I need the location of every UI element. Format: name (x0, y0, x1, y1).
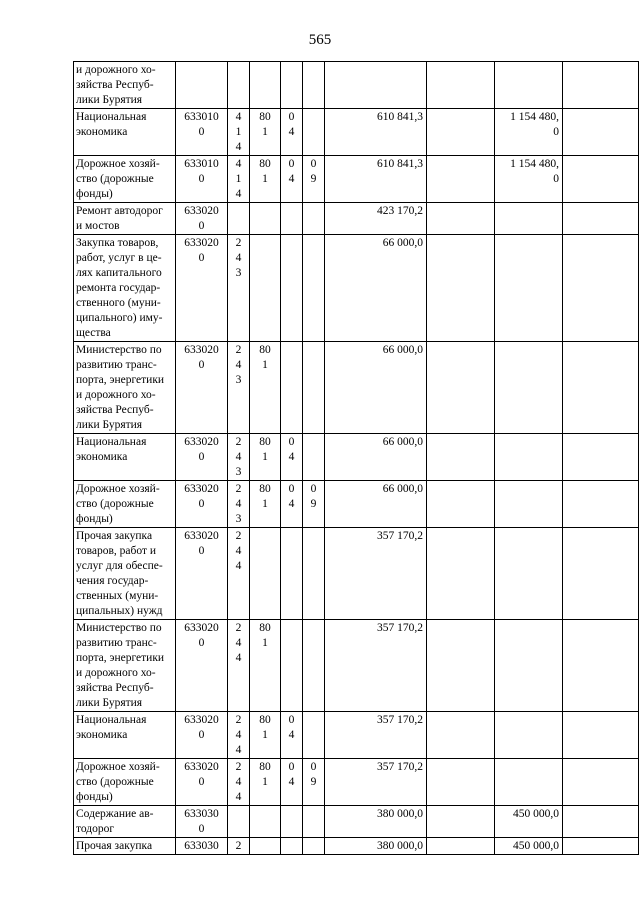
cell-target-article (176, 62, 228, 109)
cell-target-article-text: 633030 0 (184, 808, 219, 835)
table-row (74, 838, 639, 855)
cell-name-text: Прочая закупка (76, 840, 153, 852)
cell-amount-1-text: 610 841,3 (377, 158, 423, 170)
cell-amount-3-text: 1 154 480, 0 (510, 111, 559, 138)
cell-target-article (176, 481, 228, 528)
cell-name (74, 62, 176, 109)
cell-amount-1 (325, 109, 427, 156)
cell-amount-1 (325, 712, 427, 759)
table-row (74, 806, 639, 838)
cell-ministry-code (250, 203, 281, 235)
cell-expense-type-text: 2 4 3 (235, 237, 242, 279)
cell-ministry-code (250, 712, 281, 759)
cell-ministry-code-text: 80 1 (259, 436, 271, 463)
cell-ministry-code (250, 759, 281, 806)
cell-subsection-text: 0 9 (310, 483, 317, 510)
table-row (74, 203, 639, 235)
cell-section (281, 62, 303, 109)
cell-target-article-text: 633020 0 (184, 205, 219, 232)
cell-ministry-code (250, 620, 281, 712)
cell-expense-type (228, 156, 250, 203)
cell-section (281, 109, 303, 156)
cell-section (281, 434, 303, 481)
cell-name (74, 156, 176, 203)
cell-amount-1 (325, 434, 427, 481)
cell-ministry-code-text: 80 1 (259, 344, 271, 371)
cell-subsection (303, 759, 325, 806)
cell-name (74, 838, 176, 855)
cell-amount-3 (495, 759, 563, 806)
cell-name (74, 203, 176, 235)
cell-section (281, 759, 303, 806)
cell-expense-type-text: 2 4 3 (235, 344, 242, 386)
cell-amount-1 (325, 528, 427, 620)
table-row (74, 712, 639, 759)
cell-expense-type-text: 2 4 4 (235, 622, 242, 664)
cell-expense-type-text: 2 4 3 (235, 483, 242, 525)
cell-amount-4 (563, 434, 639, 481)
cell-amount-3 (495, 203, 563, 235)
cell-amount-4 (563, 109, 639, 156)
cell-name (74, 712, 176, 759)
cell-name-text: Дорожное хозяй- ство (дорожные фонды) (76, 761, 160, 803)
cell-amount-1-text: 380 000,0 (377, 840, 423, 852)
cell-subsection (303, 156, 325, 203)
cell-ministry-code (250, 806, 281, 838)
cell-target-article-text: 633020 0 (184, 530, 219, 557)
cell-section (281, 528, 303, 620)
table-row (74, 620, 639, 712)
cell-amount-1 (325, 235, 427, 342)
cell-expense-type (228, 481, 250, 528)
cell-name-text: Закупка товаров, работ, услуг в це- лях капитального ремонта государ- ственного (муни- ципального) иму- щества (76, 237, 163, 339)
cell-expense-type (228, 620, 250, 712)
cell-amount-2 (427, 156, 495, 203)
cell-amount-4 (563, 620, 639, 712)
cell-subsection (303, 109, 325, 156)
cell-name (74, 528, 176, 620)
table-row (74, 528, 639, 620)
cell-name-text: Содержание ав- тодорог (76, 808, 154, 835)
cell-ministry-code-text: 80 1 (259, 622, 271, 649)
cell-target-article-text: 633020 0 (184, 714, 219, 741)
cell-target-article (176, 434, 228, 481)
cell-name (74, 434, 176, 481)
cell-amount-1-text: 380 000,0 (377, 808, 423, 820)
cell-amount-2 (427, 203, 495, 235)
cell-target-article (176, 712, 228, 759)
cell-target-article-text: 633030 (184, 840, 219, 852)
cell-amount-2 (427, 759, 495, 806)
cell-target-article-text: 633020 0 (184, 436, 219, 463)
cell-target-article (176, 759, 228, 806)
cell-amount-2 (427, 806, 495, 838)
cell-target-article (176, 620, 228, 712)
cell-subsection (303, 838, 325, 855)
cell-amount-3 (495, 838, 563, 855)
cell-subsection (303, 712, 325, 759)
cell-ministry-code (250, 342, 281, 434)
cell-target-article (176, 203, 228, 235)
cell-amount-1 (325, 156, 427, 203)
table-row (74, 481, 639, 528)
cell-subsection (303, 342, 325, 434)
cell-subsection (303, 434, 325, 481)
cell-amount-3 (495, 342, 563, 434)
cell-target-article-text: 633020 0 (184, 622, 219, 649)
cell-amount-2 (427, 838, 495, 855)
cell-section-text: 0 4 (288, 436, 295, 463)
cell-ministry-code (250, 434, 281, 481)
cell-target-article-text: 633010 0 (184, 158, 219, 185)
cell-expense-type-text: 2 4 4 (235, 530, 242, 572)
cell-ministry-code-text: 80 1 (259, 714, 271, 741)
cell-amount-3 (495, 62, 563, 109)
cell-amount-4 (563, 712, 639, 759)
cell-amount-1-text: 357 170,2 (377, 714, 423, 726)
cell-target-article (176, 235, 228, 342)
cell-name-text: Министерство по развитию транс- порта, энергетики и дорожного хо- зяйства Респуб- лики Бурятия (76, 344, 165, 431)
cell-name-text: Национальная экономика (76, 714, 147, 741)
cell-name (74, 109, 176, 156)
cell-expense-type (228, 528, 250, 620)
cell-amount-1-text: 610 841,3 (377, 111, 423, 123)
cell-amount-2 (427, 109, 495, 156)
cell-amount-1 (325, 203, 427, 235)
cell-section-text: 0 4 (288, 714, 295, 741)
cell-amount-2 (427, 528, 495, 620)
cell-expense-type-text: 4 1 4 (235, 158, 242, 200)
cell-expense-type-text: 2 (235, 840, 242, 852)
cell-section-text: 0 4 (288, 158, 295, 185)
cell-target-article-text: 633020 0 (184, 237, 219, 264)
cell-subsection (303, 481, 325, 528)
cell-amount-3 (495, 434, 563, 481)
cell-subsection (303, 806, 325, 838)
cell-amount-3-text: 450 000,0 (513, 808, 559, 820)
cell-amount-1-text: 66 000,0 (382, 344, 423, 356)
cell-name-text: Дорожное хозяй- ство (дорожные фонды) (76, 483, 160, 525)
table-row (74, 156, 639, 203)
cell-ministry-code (250, 481, 281, 528)
table-row (74, 759, 639, 806)
cell-expense-type (228, 342, 250, 434)
cell-amount-3 (495, 620, 563, 712)
cell-expense-type-text: 2 4 3 (235, 436, 242, 478)
cell-target-article (176, 109, 228, 156)
cell-expense-type (228, 712, 250, 759)
cell-amount-4 (563, 806, 639, 838)
cell-amount-1-text: 357 170,2 (377, 761, 423, 773)
cell-target-article-text: 633020 0 (184, 344, 219, 371)
cell-section (281, 806, 303, 838)
cell-amount-3-text: 1 154 480, 0 (510, 158, 559, 185)
cell-amount-1 (325, 838, 427, 855)
cell-amount-2 (427, 342, 495, 434)
cell-target-article (176, 838, 228, 855)
cell-subsection-text: 0 9 (310, 158, 317, 185)
cell-amount-3 (495, 481, 563, 528)
cell-amount-4 (563, 203, 639, 235)
cell-name (74, 342, 176, 434)
cell-name (74, 806, 176, 838)
cell-section (281, 156, 303, 203)
cell-amount-4 (563, 156, 639, 203)
cell-ministry-code (250, 235, 281, 342)
cell-amount-2 (427, 620, 495, 712)
cell-section (281, 838, 303, 855)
cell-amount-2 (427, 481, 495, 528)
cell-name (74, 759, 176, 806)
cell-amount-4 (563, 759, 639, 806)
cell-expense-type (228, 759, 250, 806)
cell-subsection-text: 0 9 (310, 761, 317, 788)
cell-expense-type-text: 2 4 4 (235, 714, 242, 756)
cell-ministry-code-text: 80 1 (259, 158, 271, 185)
cell-amount-4 (563, 528, 639, 620)
cell-amount-2 (427, 434, 495, 481)
cell-amount-1 (325, 342, 427, 434)
cell-target-article-text: 633020 0 (184, 483, 219, 510)
cell-section-text: 0 4 (288, 111, 295, 138)
cell-ministry-code (250, 528, 281, 620)
cell-ministry-code (250, 109, 281, 156)
cell-subsection (303, 62, 325, 109)
cell-amount-3 (495, 235, 563, 342)
cell-amount-3 (495, 109, 563, 156)
cell-name-text: и дорожного хо- зяйства Респуб- лики Бурятия (76, 64, 156, 106)
cell-ministry-code-text: 80 1 (259, 111, 271, 138)
cell-subsection (303, 528, 325, 620)
cell-amount-1-text: 66 000,0 (382, 483, 423, 495)
cell-subsection (303, 203, 325, 235)
cell-amount-1-text: 357 170,2 (377, 530, 423, 542)
table-row (74, 235, 639, 342)
cell-name (74, 235, 176, 342)
cell-amount-4 (563, 235, 639, 342)
cell-amount-1-text: 357 170,2 (377, 622, 423, 634)
cell-target-article (176, 156, 228, 203)
cell-amount-1 (325, 62, 427, 109)
cell-amount-1 (325, 759, 427, 806)
cell-target-article-text: 633010 0 (184, 111, 219, 138)
cell-expense-type (228, 235, 250, 342)
cell-ministry-code-text: 80 1 (259, 483, 271, 510)
cell-target-article (176, 342, 228, 434)
cell-target-article (176, 528, 228, 620)
cell-ministry-code-text: 80 1 (259, 761, 271, 788)
cell-subsection (303, 235, 325, 342)
cell-expense-type (228, 203, 250, 235)
table-row (74, 434, 639, 481)
cell-amount-1 (325, 481, 427, 528)
page-number: 565 (308, 32, 332, 48)
cell-name-text: Министерство по развитию транс- порта, энергетики и дорожного хо- зяйства Респуб- лики Бурятия (76, 622, 165, 709)
cell-amount-4 (563, 481, 639, 528)
cell-name-text: Национальная экономика (76, 111, 147, 138)
cell-amount-1-text: 66 000,0 (382, 436, 423, 448)
cell-amount-4 (563, 838, 639, 855)
table-row (74, 109, 639, 156)
cell-name-text: Прочая закупка товаров, работ и услуг для обеспе- чения государ- ственных (муни- ципальных) нужд (76, 530, 163, 617)
cell-expense-type-text: 4 1 4 (235, 111, 242, 153)
cell-section (281, 203, 303, 235)
cell-name-text: Национальная экономика (76, 436, 147, 463)
cell-section-text: 0 4 (288, 761, 295, 788)
table-body (74, 62, 639, 855)
table-row (74, 62, 639, 109)
cell-expense-type (228, 62, 250, 109)
cell-amount-2 (427, 712, 495, 759)
cell-amount-2 (427, 62, 495, 109)
cell-section (281, 712, 303, 759)
cell-expense-type (228, 109, 250, 156)
cell-target-article (176, 806, 228, 838)
cell-section (281, 235, 303, 342)
cell-target-article-text: 633020 0 (184, 761, 219, 788)
cell-amount-3 (495, 806, 563, 838)
cell-amount-3 (495, 528, 563, 620)
cell-section-text: 0 4 (288, 483, 295, 510)
budget-table (73, 61, 639, 855)
cell-name (74, 481, 176, 528)
cell-expense-type (228, 806, 250, 838)
cell-amount-1-text: 423 170,2 (377, 205, 423, 217)
cell-amount-4 (563, 342, 639, 434)
cell-amount-1 (325, 806, 427, 838)
cell-ministry-code (250, 838, 281, 855)
cell-name-text: Дорожное хозяй- ство (дорожные фонды) (76, 158, 160, 200)
cell-expense-type (228, 434, 250, 481)
cell-amount-4 (563, 62, 639, 109)
cell-amount-1-text: 66 000,0 (382, 237, 423, 249)
table-row (74, 342, 639, 434)
cell-amount-3 (495, 712, 563, 759)
cell-amount-1 (325, 620, 427, 712)
cell-expense-type (228, 838, 250, 855)
cell-ministry-code (250, 156, 281, 203)
cell-subsection (303, 620, 325, 712)
cell-amount-3 (495, 156, 563, 203)
cell-amount-3-text: 450 000,0 (513, 840, 559, 852)
cell-ministry-code (250, 62, 281, 109)
cell-amount-2 (427, 235, 495, 342)
cell-expense-type-text: 2 4 4 (235, 761, 242, 803)
cell-name-text: Ремонт автодорог и мостов (76, 205, 163, 232)
cell-section (281, 481, 303, 528)
cell-section (281, 620, 303, 712)
cell-section (281, 342, 303, 434)
cell-name (74, 620, 176, 712)
